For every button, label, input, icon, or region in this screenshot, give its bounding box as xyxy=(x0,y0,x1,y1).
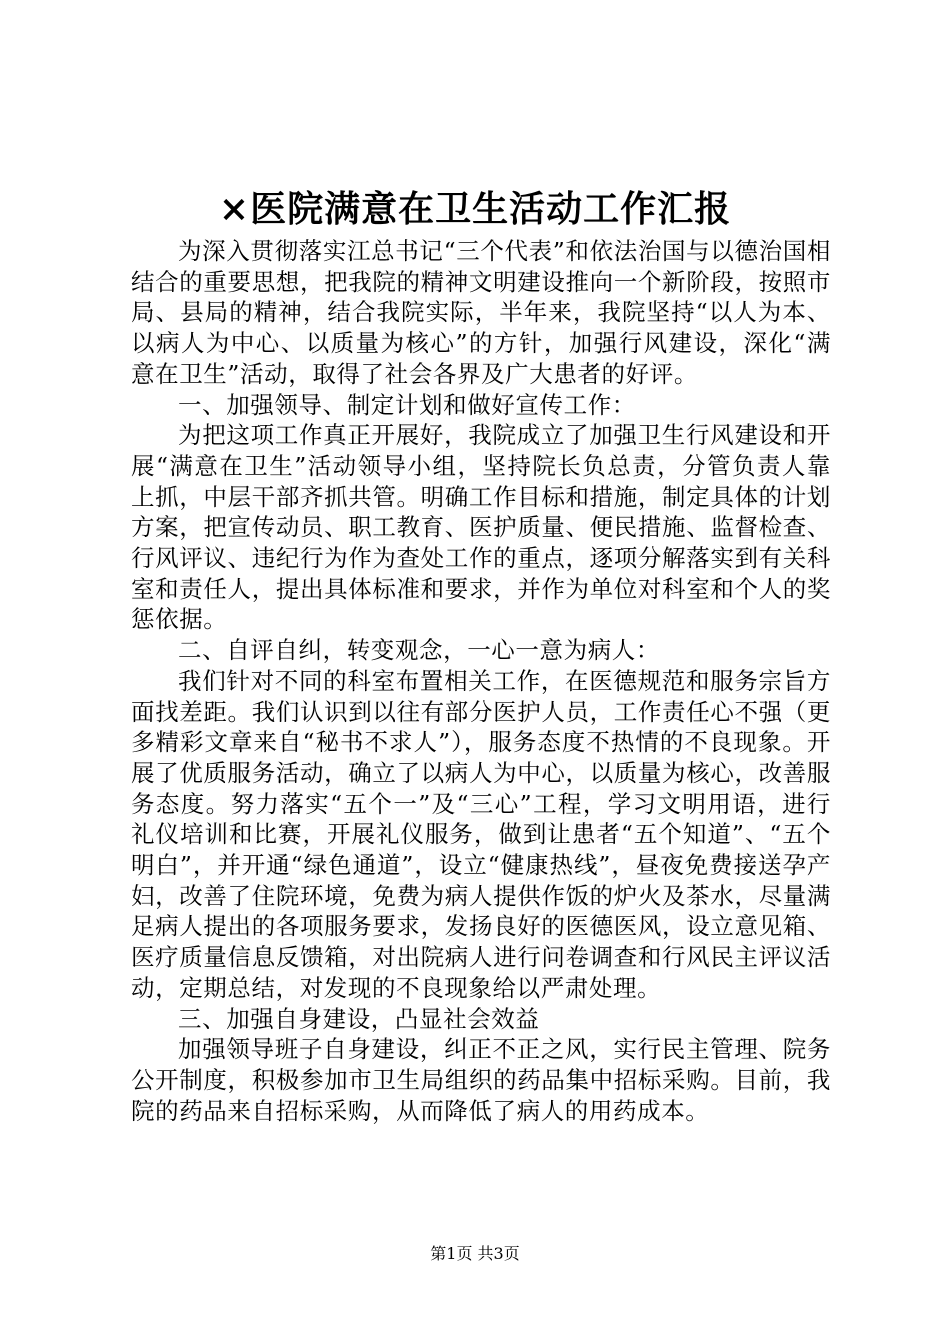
section-2-heading: 二、自评自纠，转变观念，一心一意为病人： xyxy=(178,636,660,665)
intro-paragraph: 为深入贯彻落实江总书记“三个代表”和依法治国与以德治国相结合的重要思想，把我院的精神文明建设推向一个新阶段，按照市局、县局的精神，结合我院实际，半年来，我院坚持“以人为本、以病人为中心、以质量为核心”的方针，加强行风建设，深化“满意在卫生”活动，取得了社会各界及广大患者的好评。 xyxy=(131,237,831,388)
section-3-heading: 三、加强自身建设，凸显社会效益 xyxy=(178,1004,540,1033)
section-1-heading: 一、加强领导、制定计划和做好宣传工作： xyxy=(178,390,636,419)
section-3-paragraph: 加强领导班子自身建设，纠正不正之风，实行民主管理、院务公开制度，积极参加市卫生局组织的药品集中招标采购。目前，我院的药品来自招标采购，从而降低了病人的用药成本。 xyxy=(131,1035,831,1125)
document-body xyxy=(131,236,831,1126)
document-title: ×医院满意在卫生活动工作汇报 xyxy=(218,188,732,230)
section-1-paragraph: 为把这项工作真正开展好，我院成立了加强卫生行风建设和开展“满意在卫生”活动领导小组，坚持院长负总责，分管负责人靠上抓，中层干部齐抓共管。明确工作目标和措施，制定具体的计划方案，把宣传动员、职工教育、医护质量、便民措施、监督检查、行风评议、违纪行为作为查处工作的重点，逐项分解落实到有关科室和责任人，提出具体标准和要求，并作为单位对科室和个人的奖惩依据。 xyxy=(131,421,831,634)
page-footer: 第1页 共3页 xyxy=(430,1244,520,1263)
section-2-paragraph: 我们针对不同的科室布置相关工作，在医德规范和服务宗旨方面找差距。我们认识到以往有部分医护人员，工作责任心不强（更多精彩文章来自“秘书不求人”），服务态度不热情的不良现象。开展了优质服务活动，确立了以病人为中心，以质量为核心，改善服务态度。努力落实“五个一”及“三心”工程，学习文明用语，进行礼仪培训和比赛，开展礼仪服务，做到让患者“五个知道”、“五个明白”，并开通“绿色通道”，设立“健康热线”，昼夜免费接送孕产妇，改善了住院环境，免费为病人提供作饭的炉火及茶水，尽量满足病人提出的各项服务要求，发扬良好的医德医风，设立意见箱、医疗质量信息反馈箱，对出院病人进行问卷调查和行风民主评议活动，定期总结，对发现的不良现象给以严肃处理。 xyxy=(131,666,831,1002)
